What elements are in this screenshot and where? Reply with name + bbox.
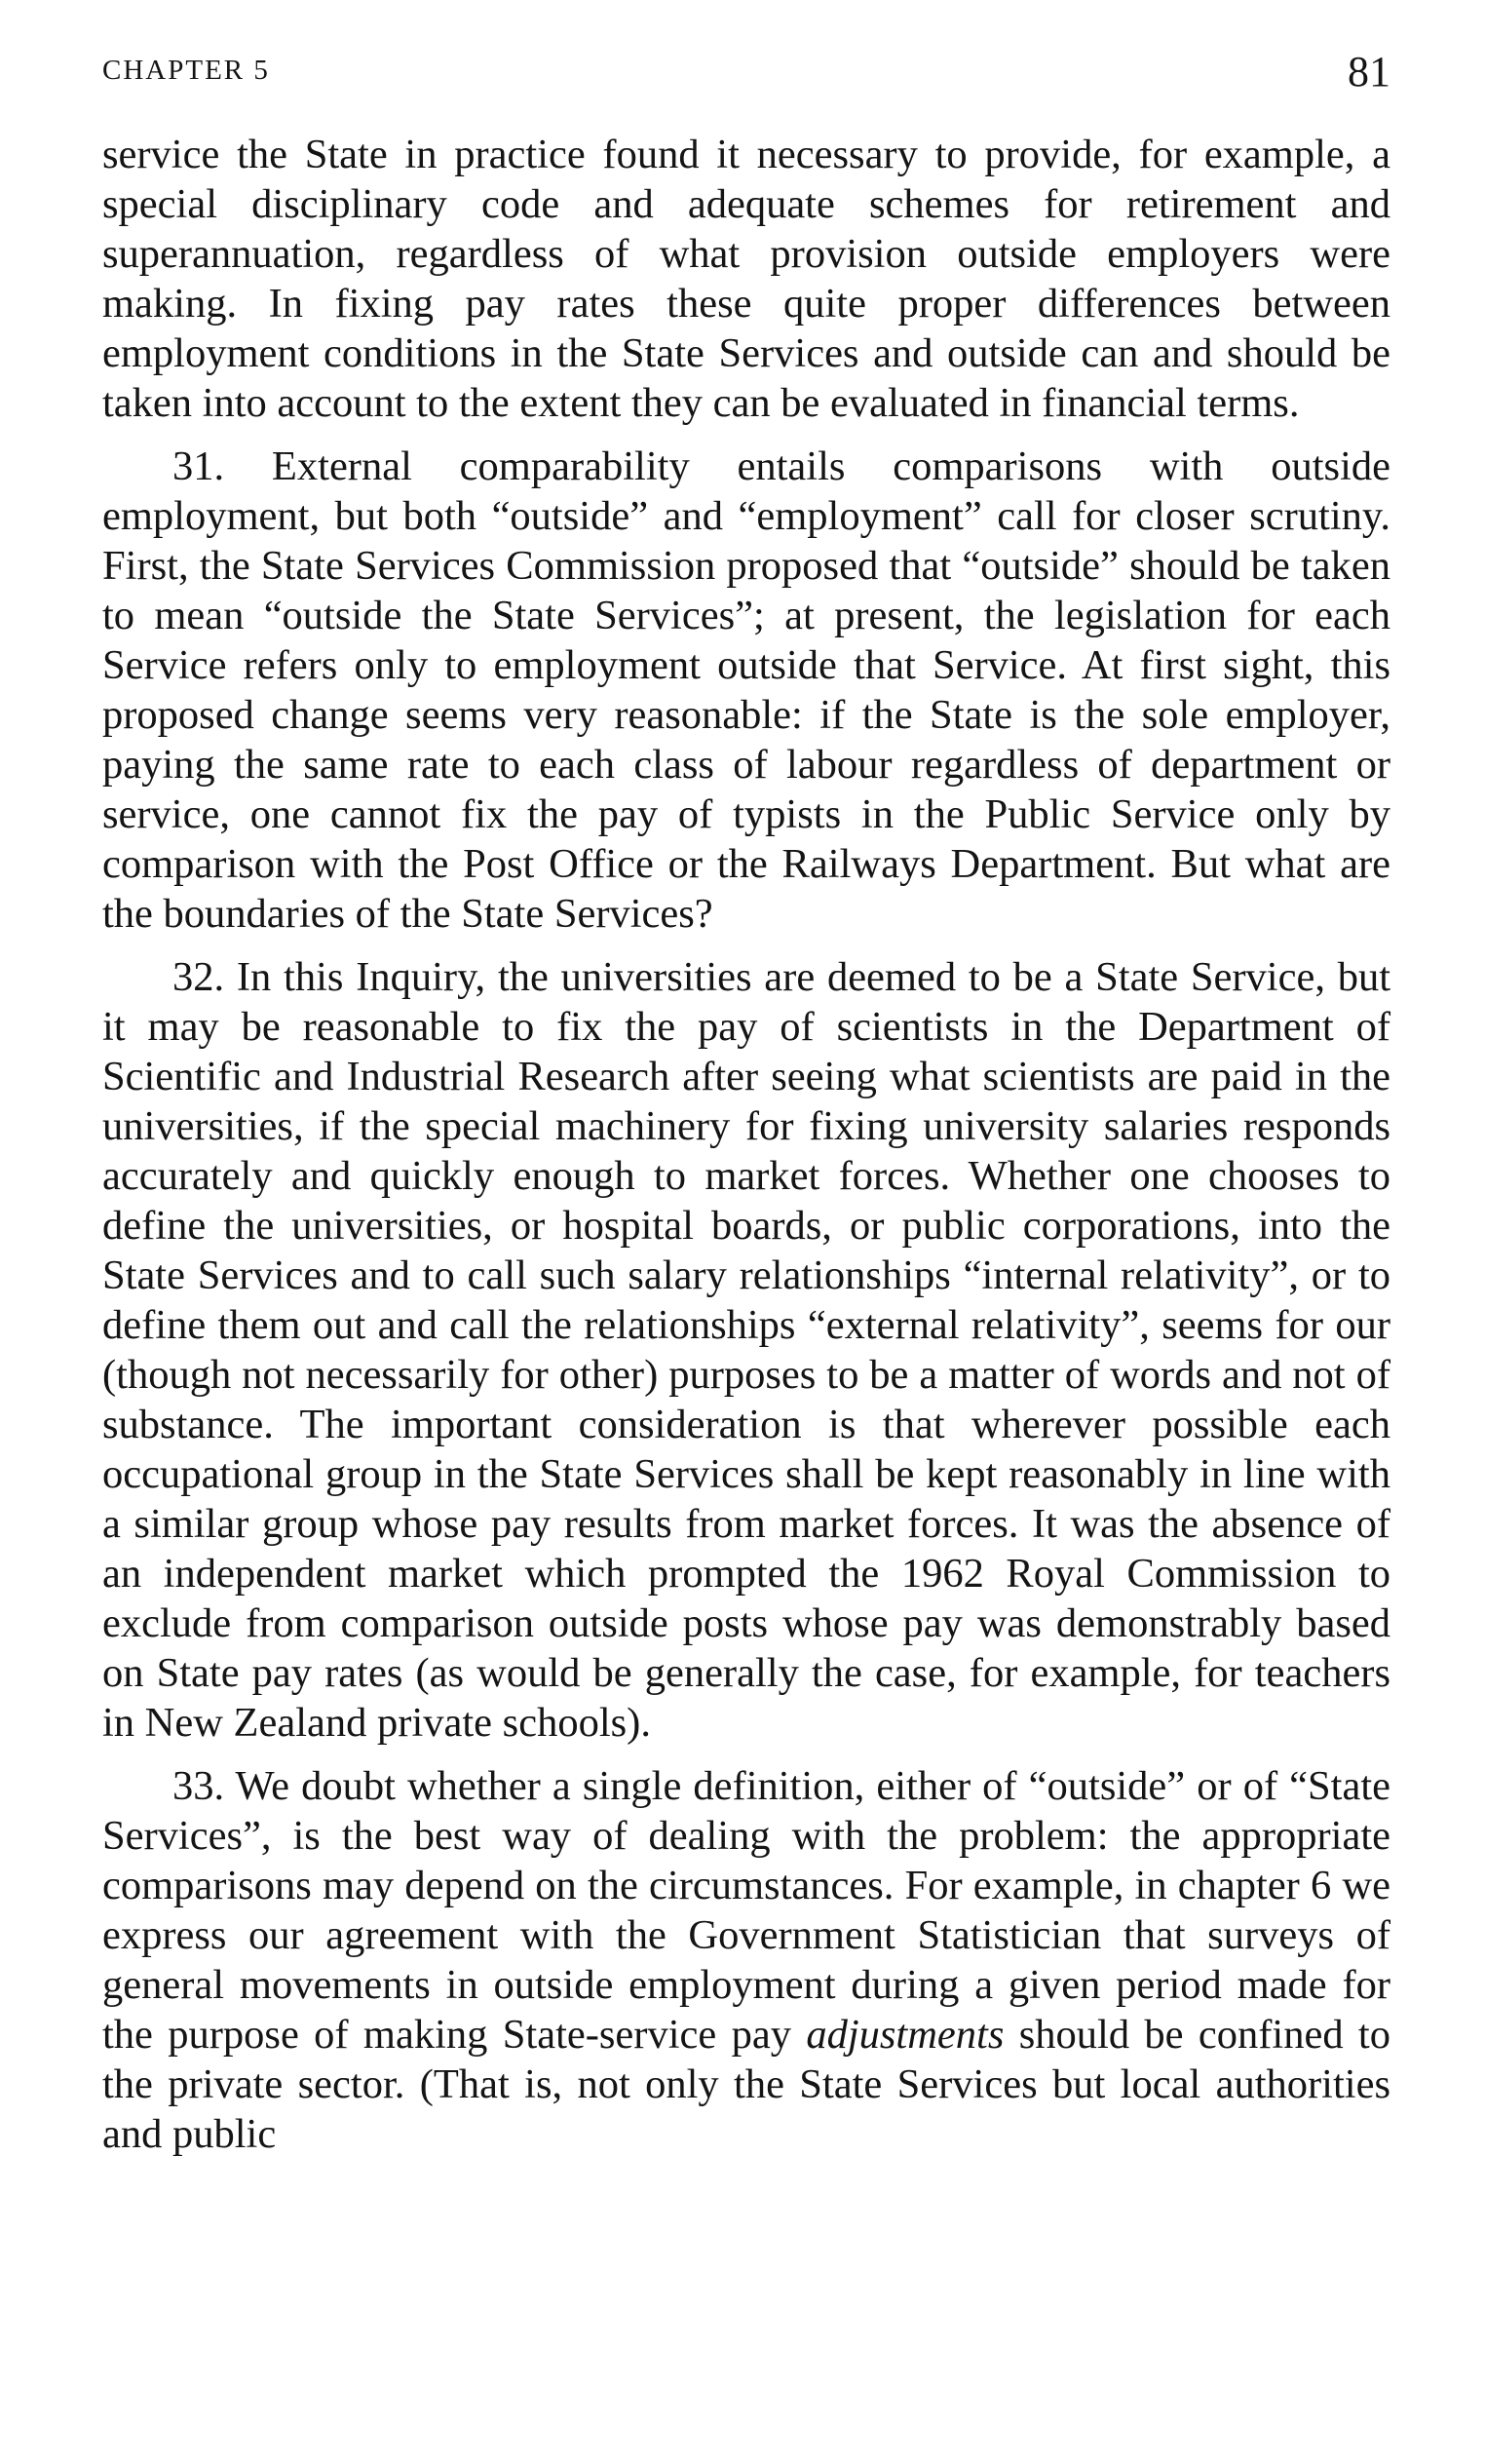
paragraph-text: In this Inquiry, the universities are deemed to be a State Service, but it may be reasonable to fix the pay of scientists in the Department of Scientific and Industrial Research after seeing what scientists are paid in the universities, if the special machinery for fixing university salaries responds accurately and quickly enough to market forces. Whether one chooses to define the universities, or hospital boards, or public corporations, into the State Services and to call such salary relationships “internal relativity”, or to define them out and call the relationships “external relativity”, seems for our (though not necessarily for other) purposes to be a matter of words and not of substance. The important consideration is that wherever possible each occupational group in the State Services shall be kept reasonably in line with a similar group whose pay results from market forces. It was the absence of an independent market which prompted the 1962 Royal Commission to exclude from comparison outside posts whose pay was demonstrably based on State pay rates (as would be generally the case, for example, for teachers in New Zealand private schools). [102,954,1391,1746]
paragraph-text: External comparability entails comparisons with outside employment, but both “outside” and “employment” call for closer scrutiny. First, the State Services Commission proposed that “outside” should be taken to mean “outside the State Services”; at present, the legislation for each Service refers only to employment outside that Service. At first sight, this proposed change seems very reasonable: if the State is the sole employer, paying the same rate to each class of labour regardless of department or service, one cannot fix the pay of typists in the Public Service only by comparison with the Post Office or the Railways Department. But what are the boundaries of the State Services? [102,443,1390,937]
chapter-label: CHAPTER 5 [102,55,270,86]
paragraph-number: 33. [172,1763,225,1809]
document-page [102,0,1390,2464]
paragraph-number: 32. [172,954,225,1000]
paragraph-number: 31. [172,443,225,489]
paragraph-31 [102,442,1390,939]
body-text [102,130,1390,2173]
paragraph-text-before-italic: We doubt whether a single definition, either of “outside” or of “State Services”, is the best way of dealing with the problem: the appropriate comparisons may depend on the circumstances. For example, in chapter 6 we express our agreement with the Government Statistician that surveys of general movements in outside employment during a given period made for the purpose of making State-service pay [102,1763,1391,2058]
running-head [102,47,1390,105]
paragraph-33 [102,1761,1390,2159]
paragraph-continued [102,130,1390,428]
paragraph-text: service the State in practice found it necessary to provide, for example, a special disciplinary code and adequate schemes for retirement and superannuation, regardless of what provision outside employers were making. In fixing pay rates these quite proper differences between employment conditions in the State Services and outside can and should be taken into account to the extent they can be evaluated in financial terms. [102,132,1390,426]
paragraph-32 [102,952,1390,1748]
page-number: 81 [1348,48,1390,96]
paragraph-text-after-italic: should be confined to the private sector. (That is, not only the State Services but local authorities and public [102,2012,1390,2157]
italic-emphasis: adjustments [806,2012,1005,2058]
